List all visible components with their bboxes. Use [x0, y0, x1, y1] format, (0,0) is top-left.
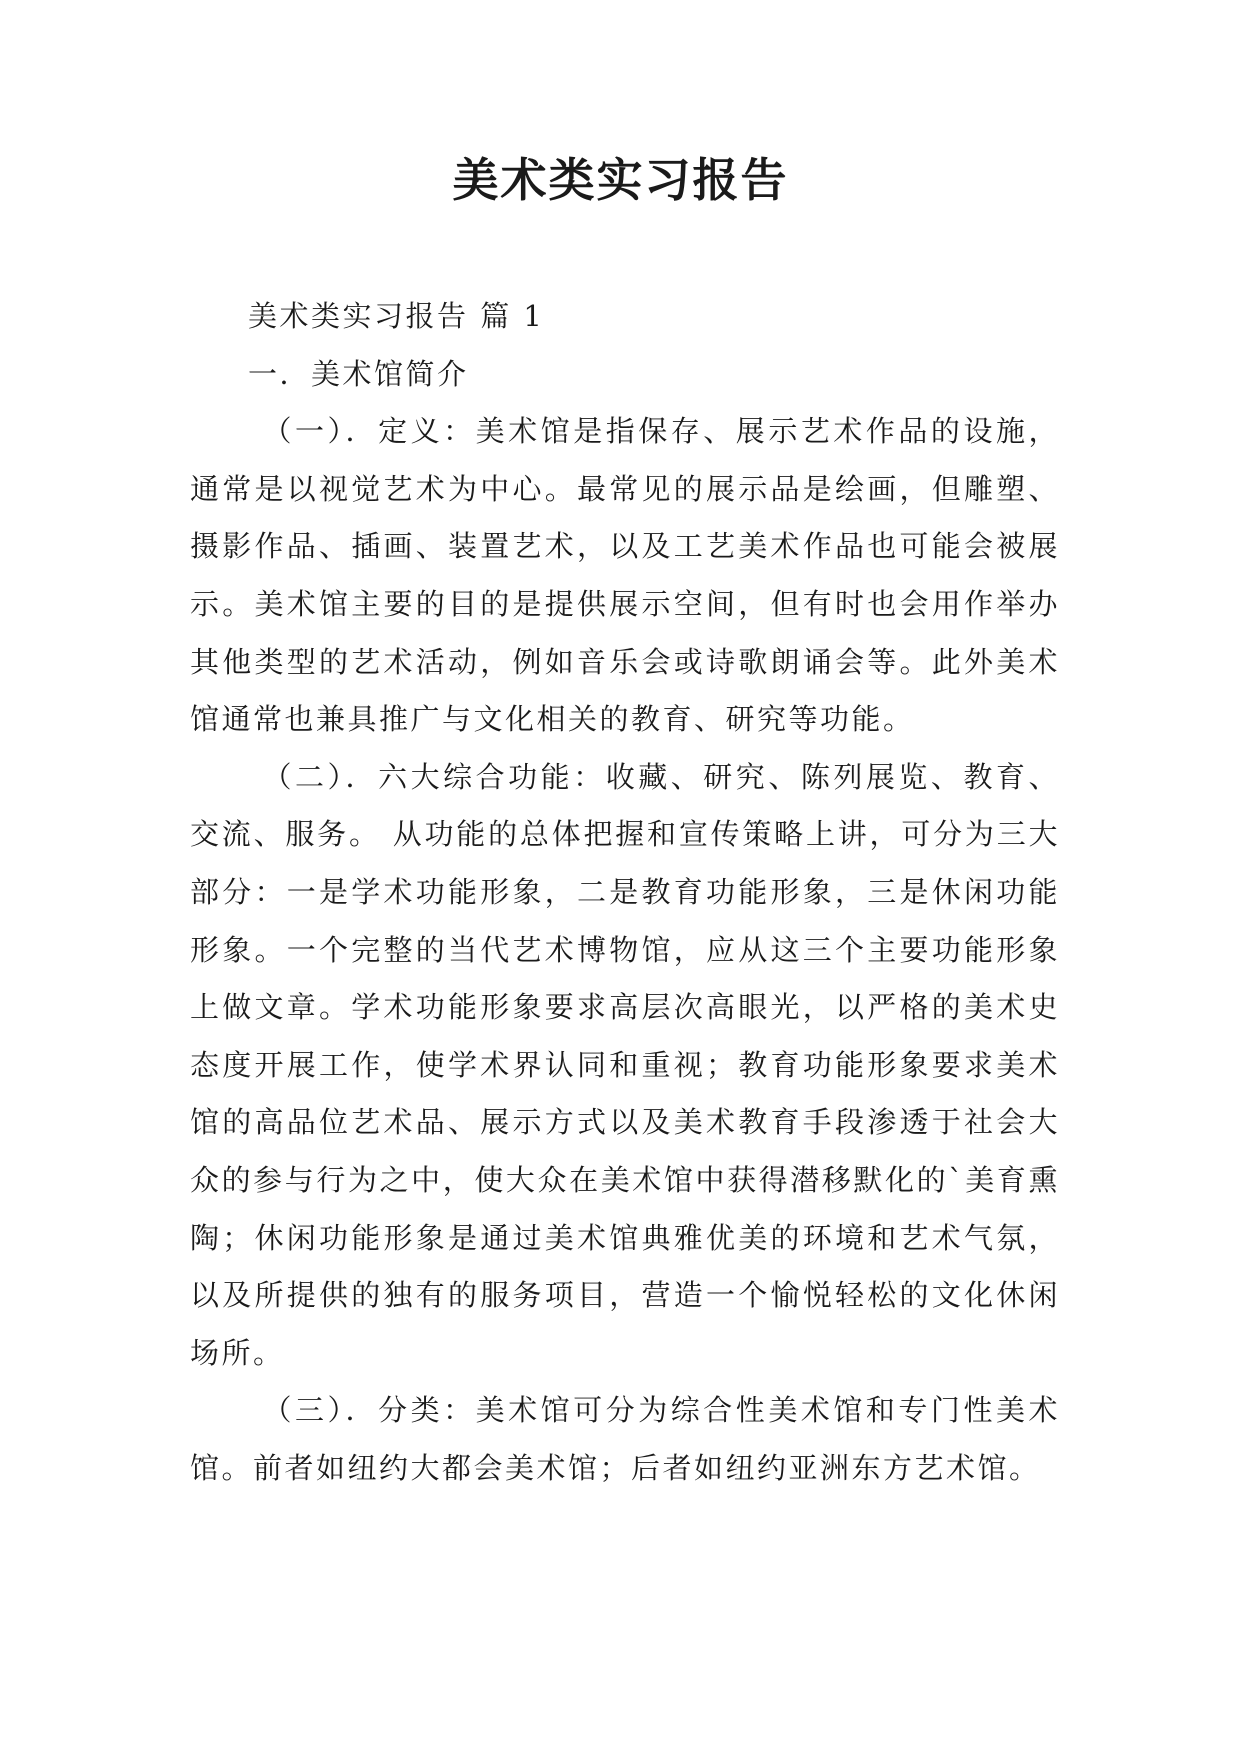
section-heading-part-1: 美术类实习报告 篇 1 [248, 299, 545, 333]
document-title: 美术类实习报告 [452, 153, 789, 207]
paragraph-functions: （二）．六大综合功能：收藏、研究、陈列展览、教育、交流、服务。 从功能的总体把握和宣传策略上讲，可分为三大部分：一是学术功能形象，二是教育功能形象，三是休闲功能形象。一个完整的当代艺术博物馆，应从这三个主要功能形象上做文章。学术功能形象要求高层次高眼光，以严格的美术史态度开展工作，使学术界认同和重视；教育功能形象要求美术馆的高品位艺术品、展示方式以及美术教育手段渗透于社会大众的参与行为之中，使大众在美术馆中获得潜移默化的`美育熏陶；休闲功能形象是通过美术馆典雅优美的环境和艺术气氛，以及所提供的独有的服务项目，营造一个愉悦轻松的文化休闲场所。 [190, 759, 1060, 1370]
section-heading-museum-intro: 一．美术馆简介 [248, 356, 469, 391]
document-body [190, 288, 1060, 1497]
paragraph-classification: （三）．分类：美术馆可分为综合性美术馆和专门性美术馆。前者如纽约大都会美术馆；后者如纽约亚洲东方艺术馆。 [190, 1393, 1060, 1485]
paragraph-definition: （一）．定义：美术馆是指保存、展示艺术作品的设施，通常是以视觉艺术为中心。最常见的展示品是绘画，但雕塑、摄影作品、插画、装置艺术，以及工艺美术作品也可能会被展示。美术馆主要的目的是提供展示空间，但有时也会用作举办其他类型的艺术活动，例如音乐会或诗歌朗诵会等。此外美术馆通常也兼具推广与文化相关的教育、研究等功能。 [190, 414, 1060, 737]
